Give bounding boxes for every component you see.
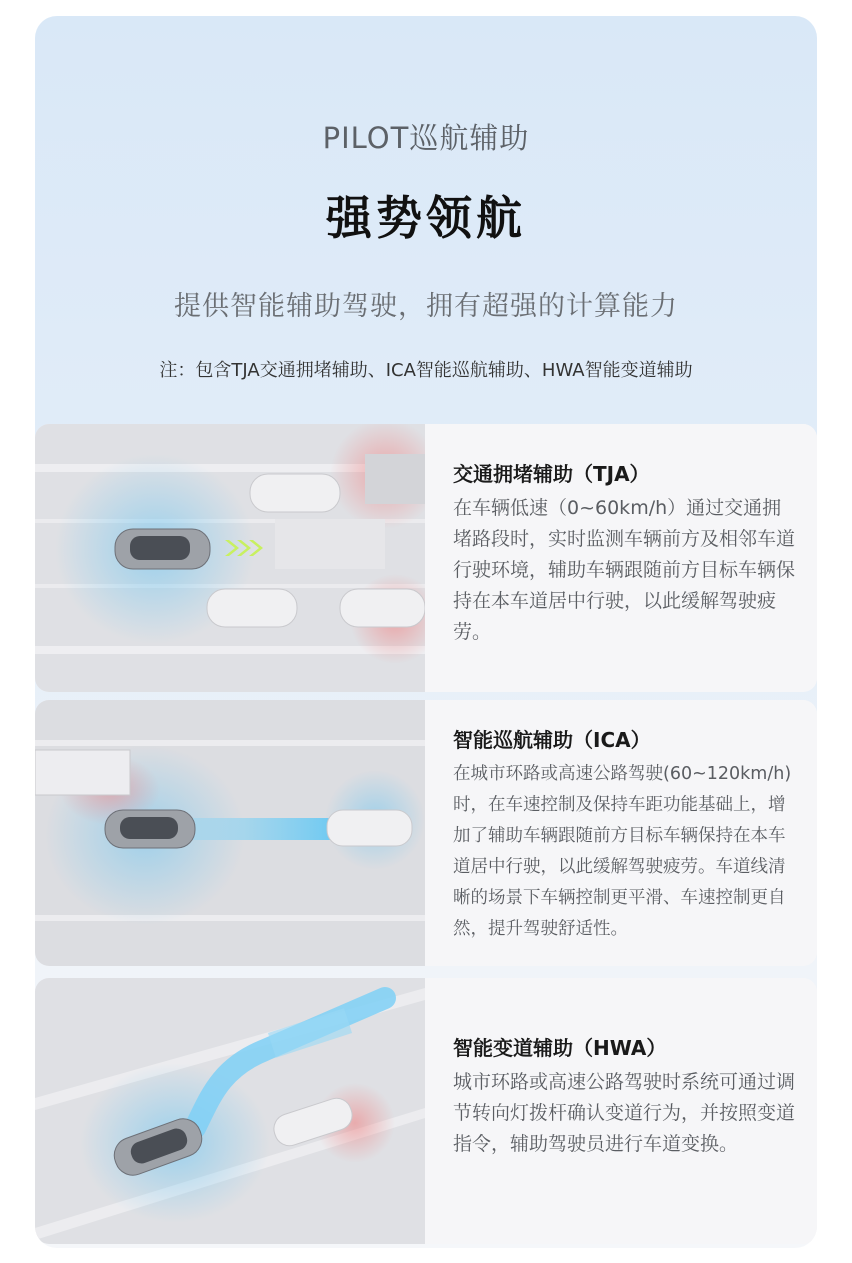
tagline: 提供智能辅助驾驶，拥有超强的计算能力 [174,291,678,322]
feature-card-tja [35,424,817,692]
feature-card-hwa [35,978,817,1244]
ica-illustration [35,700,425,966]
hwa-title: 智能变道辅助（HWA） [453,1036,667,1060]
feature-card-ica [35,700,817,966]
tja-description: 在车辆低速（0~60km/h）通过交通拥堵路段时，实时监测车辆前方及相邻车道行驶环境，辅助车辆跟随前方目标车辆保持在本车道居中行驶，以此缓解驾驶疲劳。 [453,497,796,643]
ica-description: 在城市环路或高速公路驾驶(60~120km/h)时，在车速控制及保持车距功能基础上，增加了辅助车辆跟随前方目标车辆保持在本车道居中行驶，以此缓解驾驶疲劳。车道线清晰的场景下车辆控制更平滑、车速控制更自然，提升驾驶舒适性。 [453,764,792,939]
tja-title: 交通拥堵辅助（TJA） [453,462,650,486]
feature-note: 注：包含TJA交通拥堵辅助、ICA智能巡航辅助、HWA智能变道辅助 [159,360,693,381]
section-subtitle: PILOT巡航辅助 [322,121,530,155]
ica-text [425,700,817,966]
page-title: 强势领航 [326,191,526,245]
ica-title: 智能巡航辅助（ICA） [453,728,651,752]
hwa-description: 城市环路或高速公路驾驶时系统可通过调节转向灯拨杆确认变道行为，并按照变道指令，辅助驾驶员进行车道变换。 [453,1071,796,1155]
hwa-illustration [35,978,425,1244]
feature-panel [35,16,817,1248]
hwa-text [425,978,817,1244]
tja-illustration [35,424,425,692]
tja-text [425,424,817,692]
